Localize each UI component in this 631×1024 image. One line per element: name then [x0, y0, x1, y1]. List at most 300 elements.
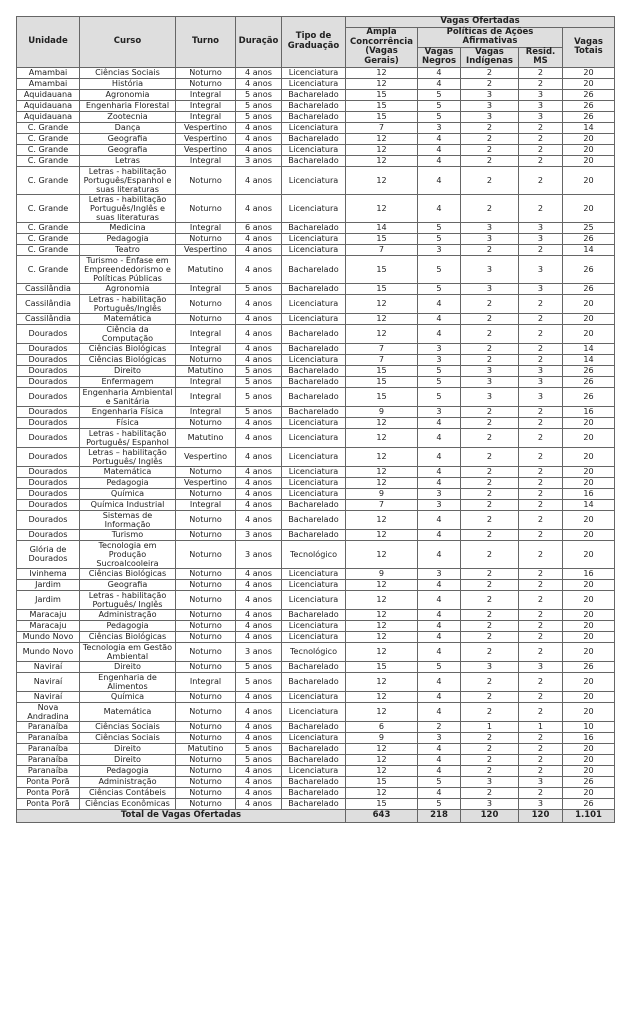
cell-vagas-totais: 20 — [563, 609, 615, 620]
cell-ampla: 15 — [346, 100, 418, 111]
cell-resid-ms: 2 — [519, 428, 563, 447]
cell-indigenas: 3 — [461, 798, 519, 809]
cell-curso: Química Industrial — [80, 499, 176, 510]
cell-vagas-totais: 20 — [563, 631, 615, 642]
cell-curso: Geografia — [80, 579, 176, 590]
cell-ampla: 15 — [346, 376, 418, 387]
cell-curso: Direito — [80, 743, 176, 754]
cell-turno: Noturno — [176, 166, 236, 194]
cell-resid-ms: 2 — [519, 754, 563, 765]
cell-negros: 4 — [418, 765, 461, 776]
cell-vagas-totais: 26 — [563, 255, 615, 283]
cell-tipo-graduacao: Licenciatura — [282, 313, 346, 324]
cell-indigenas: 2 — [461, 194, 519, 222]
cell-indigenas: 2 — [461, 244, 519, 255]
cell-indigenas: 2 — [461, 754, 519, 765]
cell-negros: 4 — [418, 428, 461, 447]
cell-duracao: 3 anos — [236, 155, 282, 166]
table-row — [17, 787, 615, 798]
cell-tipo-graduacao: Bacharelado — [282, 609, 346, 620]
cell-indigenas: 2 — [461, 510, 519, 529]
table-row — [17, 447, 615, 466]
cell-turno: Noturno — [176, 354, 236, 365]
cell-curso: Ciência da Computação — [80, 324, 176, 343]
cell-indigenas: 2 — [461, 743, 519, 754]
cell-tipo-graduacao: Licenciatura — [282, 620, 346, 631]
cell-unidade: Dourados — [17, 365, 80, 376]
cell-negros: 4 — [418, 579, 461, 590]
header-duracao: Duração — [236, 17, 282, 68]
cell-unidade: Amambai — [17, 67, 80, 78]
cell-negros: 3 — [418, 354, 461, 365]
cell-curso: Direito — [80, 365, 176, 376]
cell-negros: 5 — [418, 798, 461, 809]
cell-unidade: Dourados — [17, 406, 80, 417]
cell-resid-ms: 2 — [519, 477, 563, 488]
cell-unidade: Paranaíba — [17, 765, 80, 776]
cell-indigenas: 2 — [461, 343, 519, 354]
cell-resid-ms: 2 — [519, 78, 563, 89]
cell-unidade: Dourados — [17, 376, 80, 387]
cell-negros: 4 — [418, 447, 461, 466]
cell-indigenas: 3 — [461, 376, 519, 387]
cell-curso: Turismo — [80, 529, 176, 540]
cell-ampla: 12 — [346, 540, 418, 568]
cell-duracao: 5 anos — [236, 100, 282, 111]
table-row — [17, 194, 615, 222]
cell-resid-ms: 3 — [519, 661, 563, 672]
cell-tipo-graduacao: Bacharelado — [282, 661, 346, 672]
cell-turno: Vespertino — [176, 133, 236, 144]
cell-vagas-totais: 20 — [563, 691, 615, 702]
cell-curso: Engenharia Ambiental e Sanitária — [80, 387, 176, 406]
cell-indigenas: 3 — [461, 111, 519, 122]
table-row — [17, 631, 615, 642]
cell-unidade: Dourados — [17, 387, 80, 406]
cell-tipo-graduacao: Tecnológico — [282, 642, 346, 661]
cell-indigenas: 3 — [461, 233, 519, 244]
cell-unidade: Dourados — [17, 477, 80, 488]
cell-indigenas: 2 — [461, 466, 519, 477]
cell-duracao: 5 anos — [236, 283, 282, 294]
cell-negros: 4 — [418, 754, 461, 765]
cell-vagas-totais: 20 — [563, 155, 615, 166]
cell-negros: 4 — [418, 702, 461, 721]
cell-resid-ms: 2 — [519, 466, 563, 477]
cell-unidade: Amambai — [17, 78, 80, 89]
cell-negros: 4 — [418, 67, 461, 78]
cell-duracao: 4 anos — [236, 620, 282, 631]
cell-ampla: 12 — [346, 620, 418, 631]
cell-tipo-graduacao: Bacharelado — [282, 222, 346, 233]
cell-curso: Agronomia — [80, 283, 176, 294]
table-row — [17, 233, 615, 244]
table-row — [17, 133, 615, 144]
cell-curso: Letras — [80, 155, 176, 166]
cell-duracao: 4 anos — [236, 255, 282, 283]
cell-ampla: 12 — [346, 144, 418, 155]
cell-duracao: 4 anos — [236, 144, 282, 155]
cell-unidade: Dourados — [17, 510, 80, 529]
cell-duracao: 5 anos — [236, 376, 282, 387]
cell-turno: Integral — [176, 672, 236, 691]
cell-negros: 5 — [418, 661, 461, 672]
cell-negros: 3 — [418, 499, 461, 510]
cell-resid-ms: 2 — [519, 313, 563, 324]
cell-curso: Pedagogia — [80, 477, 176, 488]
table-row — [17, 590, 615, 609]
cell-ampla: 12 — [346, 579, 418, 590]
cell-ampla: 12 — [346, 194, 418, 222]
cell-unidade: Paranaíba — [17, 721, 80, 732]
cell-resid-ms: 2 — [519, 406, 563, 417]
cell-duracao: 4 anos — [236, 691, 282, 702]
cell-unidade: Maracaju — [17, 620, 80, 631]
cell-ampla: 15 — [346, 111, 418, 122]
table-row — [17, 529, 615, 540]
cell-turno: Noturno — [176, 754, 236, 765]
cell-vagas-totais: 20 — [563, 754, 615, 765]
cell-tipo-graduacao: Bacharelado — [282, 529, 346, 540]
cell-negros: 3 — [418, 244, 461, 255]
cell-unidade: Paranaíba — [17, 743, 80, 754]
cell-unidade: C. Grande — [17, 233, 80, 244]
cell-vagas-totais: 20 — [563, 67, 615, 78]
document-page — [16, 16, 614, 823]
cell-ampla: 12 — [346, 590, 418, 609]
cell-ampla: 12 — [346, 67, 418, 78]
table-row — [17, 466, 615, 477]
cell-negros: 4 — [418, 620, 461, 631]
cell-indigenas: 2 — [461, 67, 519, 78]
cell-indigenas: 2 — [461, 477, 519, 488]
cell-unidade: C. Grande — [17, 194, 80, 222]
cell-duracao: 4 anos — [236, 166, 282, 194]
cell-vagas-totais: 20 — [563, 787, 615, 798]
cell-ampla: 9 — [346, 488, 418, 499]
header-unidade: Unidade — [17, 17, 80, 68]
cell-vagas-totais: 25 — [563, 222, 615, 233]
cell-indigenas: 2 — [461, 324, 519, 343]
cell-ampla: 12 — [346, 765, 418, 776]
cell-vagas-totais: 20 — [563, 144, 615, 155]
cell-negros: 4 — [418, 294, 461, 313]
cell-tipo-graduacao: Bacharelado — [282, 754, 346, 765]
cell-indigenas: 2 — [461, 447, 519, 466]
cell-tipo-graduacao: Licenciatura — [282, 568, 346, 579]
cell-ampla: 12 — [346, 133, 418, 144]
cell-duracao: 4 anos — [236, 294, 282, 313]
cell-ampla: 12 — [346, 294, 418, 313]
cell-ampla: 12 — [346, 702, 418, 721]
cell-negros: 5 — [418, 387, 461, 406]
cell-tipo-graduacao: Bacharelado — [282, 798, 346, 809]
cell-duracao: 4 anos — [236, 477, 282, 488]
cell-ampla: 15 — [346, 233, 418, 244]
cell-resid-ms: 3 — [519, 365, 563, 376]
cell-vagas-totais: 26 — [563, 89, 615, 100]
cell-curso: Ciências Sociais — [80, 732, 176, 743]
table-row — [17, 721, 615, 732]
cell-unidade: Cassilândia — [17, 294, 80, 313]
cell-indigenas: 3 — [461, 255, 519, 283]
cell-ampla: 12 — [346, 155, 418, 166]
cell-negros: 4 — [418, 609, 461, 620]
cell-indigenas: 2 — [461, 787, 519, 798]
cell-ampla: 14 — [346, 222, 418, 233]
cell-turno: Vespertino — [176, 144, 236, 155]
total-vagas: 1.101 — [563, 809, 615, 822]
cell-indigenas: 2 — [461, 568, 519, 579]
cell-resid-ms: 2 — [519, 620, 563, 631]
cell-tipo-graduacao: Licenciatura — [282, 466, 346, 477]
cell-resid-ms: 2 — [519, 122, 563, 133]
cell-indigenas: 2 — [461, 579, 519, 590]
cell-turno: Noturno — [176, 233, 236, 244]
cell-turno: Vespertino — [176, 244, 236, 255]
cell-curso: Matemática — [80, 313, 176, 324]
cell-resid-ms: 3 — [519, 387, 563, 406]
cell-duracao: 5 anos — [236, 406, 282, 417]
cell-ampla: 15 — [346, 387, 418, 406]
table-row — [17, 754, 615, 765]
total-row — [17, 809, 615, 822]
cell-curso: Turismo - Ênfase em Empreendedorismo e Políticas Públicas — [80, 255, 176, 283]
cell-vagas-totais: 20 — [563, 166, 615, 194]
cell-vagas-totais: 14 — [563, 499, 615, 510]
cell-unidade: C. Grande — [17, 144, 80, 155]
cell-turno: Integral — [176, 100, 236, 111]
cell-tipo-graduacao: Bacharelado — [282, 387, 346, 406]
cell-negros: 5 — [418, 100, 461, 111]
cell-indigenas: 2 — [461, 166, 519, 194]
cell-indigenas: 2 — [461, 590, 519, 609]
cell-ampla: 15 — [346, 283, 418, 294]
cell-resid-ms: 2 — [519, 324, 563, 343]
cell-duracao: 4 anos — [236, 466, 282, 477]
total-indigenas: 120 — [461, 809, 519, 822]
cell-turno: Integral — [176, 324, 236, 343]
cell-indigenas: 2 — [461, 417, 519, 428]
cell-curso: Geografia — [80, 144, 176, 155]
cell-duracao: 5 anos — [236, 89, 282, 100]
cell-turno: Noturno — [176, 609, 236, 620]
cell-unidade: Naviraí — [17, 691, 80, 702]
cell-turno: Noturno — [176, 488, 236, 499]
cell-turno: Noturno — [176, 765, 236, 776]
cell-tipo-graduacao: Bacharelado — [282, 406, 346, 417]
table-row — [17, 324, 615, 343]
cell-resid-ms: 3 — [519, 255, 563, 283]
cell-vagas-totais: 20 — [563, 579, 615, 590]
cell-negros: 3 — [418, 568, 461, 579]
cell-negros: 5 — [418, 376, 461, 387]
cell-resid-ms: 2 — [519, 609, 563, 620]
cell-tipo-graduacao: Bacharelado — [282, 343, 346, 354]
cell-turno: Noturno — [176, 579, 236, 590]
cell-resid-ms: 2 — [519, 642, 563, 661]
cell-tipo-graduacao: Bacharelado — [282, 155, 346, 166]
table-row — [17, 765, 615, 776]
cell-curso: Ciências Biológicas — [80, 568, 176, 579]
cell-resid-ms: 1 — [519, 721, 563, 732]
cell-ampla: 9 — [346, 568, 418, 579]
cell-duracao: 4 anos — [236, 787, 282, 798]
cell-unidade: C. Grande — [17, 122, 80, 133]
cell-resid-ms: 3 — [519, 283, 563, 294]
cell-vagas-totais: 20 — [563, 133, 615, 144]
cell-indigenas: 2 — [461, 702, 519, 721]
cell-tipo-graduacao: Bacharelado — [282, 133, 346, 144]
cell-resid-ms: 2 — [519, 743, 563, 754]
cell-curso: Ciências Econômicas — [80, 798, 176, 809]
cell-duracao: 5 anos — [236, 387, 282, 406]
cell-vagas-totais: 20 — [563, 702, 615, 721]
cell-resid-ms: 2 — [519, 787, 563, 798]
cell-turno: Integral — [176, 111, 236, 122]
cell-unidade: C. Grande — [17, 133, 80, 144]
cell-duracao: 4 anos — [236, 447, 282, 466]
cell-unidade: Paranaíba — [17, 754, 80, 765]
cell-negros: 5 — [418, 222, 461, 233]
cell-tipo-graduacao: Bacharelado — [282, 324, 346, 343]
cell-ampla: 12 — [346, 609, 418, 620]
cell-tipo-graduacao: Licenciatura — [282, 590, 346, 609]
cell-indigenas: 3 — [461, 776, 519, 787]
header-resid-ms: Resid. MS — [519, 47, 563, 67]
cell-indigenas: 1 — [461, 721, 519, 732]
cell-indigenas: 2 — [461, 488, 519, 499]
cell-ampla: 12 — [346, 787, 418, 798]
cell-duracao: 5 anos — [236, 743, 282, 754]
cell-turno: Integral — [176, 222, 236, 233]
cell-curso: Direito — [80, 754, 176, 765]
cell-negros: 2 — [418, 721, 461, 732]
cell-turno: Noturno — [176, 798, 236, 809]
cell-unidade: C. Grande — [17, 166, 80, 194]
cell-tipo-graduacao: Licenciatura — [282, 354, 346, 365]
cell-vagas-totais: 16 — [563, 568, 615, 579]
cell-tipo-graduacao: Licenciatura — [282, 477, 346, 488]
cell-tipo-graduacao: Bacharelado — [282, 499, 346, 510]
cell-vagas-totais: 20 — [563, 428, 615, 447]
cell-tipo-graduacao: Licenciatura — [282, 765, 346, 776]
cell-indigenas: 2 — [461, 406, 519, 417]
cell-ampla: 12 — [346, 642, 418, 661]
cell-vagas-totais: 26 — [563, 661, 615, 672]
cell-unidade: Mundo Novo — [17, 631, 80, 642]
cell-indigenas: 2 — [461, 313, 519, 324]
table-row — [17, 343, 615, 354]
cell-negros: 3 — [418, 488, 461, 499]
cell-curso: Ciências Biológicas — [80, 354, 176, 365]
cell-turno: Noturno — [176, 313, 236, 324]
cell-vagas-totais: 26 — [563, 283, 615, 294]
cell-ampla: 15 — [346, 661, 418, 672]
cell-tipo-graduacao: Bacharelado — [282, 787, 346, 798]
header-politicas-acoes-afirmativas: Políticas de Ações Afirmativas — [418, 27, 563, 47]
cell-curso: Pedagogia — [80, 620, 176, 631]
cell-duracao: 4 anos — [236, 721, 282, 732]
cell-resid-ms: 2 — [519, 499, 563, 510]
cell-vagas-totais: 20 — [563, 194, 615, 222]
cell-curso: Enfermagem — [80, 376, 176, 387]
cell-turno: Noturno — [176, 78, 236, 89]
cell-vagas-totais: 26 — [563, 376, 615, 387]
cell-vagas-totais: 20 — [563, 672, 615, 691]
cell-ampla: 7 — [346, 343, 418, 354]
cell-negros: 4 — [418, 313, 461, 324]
cell-tipo-graduacao: Bacharelado — [282, 743, 346, 754]
cell-indigenas: 2 — [461, 428, 519, 447]
cell-indigenas: 2 — [461, 732, 519, 743]
header-vagas-negros: Vagas Negros — [418, 47, 461, 67]
cell-unidade: Jardim — [17, 579, 80, 590]
cell-negros: 4 — [418, 155, 461, 166]
cell-vagas-totais: 10 — [563, 721, 615, 732]
cell-turno: Matutino — [176, 255, 236, 283]
table-row — [17, 609, 615, 620]
cell-indigenas: 2 — [461, 144, 519, 155]
table-row — [17, 579, 615, 590]
cell-ampla: 15 — [346, 89, 418, 100]
table-row — [17, 406, 615, 417]
cell-tipo-graduacao: Licenciatura — [282, 122, 346, 133]
cell-duracao: 4 anos — [236, 590, 282, 609]
table-row — [17, 144, 615, 155]
table-row — [17, 776, 615, 787]
cell-tipo-graduacao: Bacharelado — [282, 365, 346, 376]
cell-negros: 4 — [418, 743, 461, 754]
cell-negros: 4 — [418, 529, 461, 540]
cell-vagas-totais: 14 — [563, 354, 615, 365]
cell-tipo-graduacao: Licenciatura — [282, 417, 346, 428]
cell-duracao: 4 anos — [236, 133, 282, 144]
cell-curso: Tecnologia em Gestão Ambiental — [80, 642, 176, 661]
cell-negros: 4 — [418, 642, 461, 661]
table-row — [17, 672, 615, 691]
cell-curso: Matemática — [80, 466, 176, 477]
cell-vagas-totais: 20 — [563, 324, 615, 343]
cell-duracao: 4 anos — [236, 488, 282, 499]
cell-ampla: 12 — [346, 447, 418, 466]
cell-negros: 3 — [418, 122, 461, 133]
cell-curso: Ciências Contábeis — [80, 787, 176, 798]
cell-tipo-graduacao: Licenciatura — [282, 428, 346, 447]
cell-tipo-graduacao: Licenciatura — [282, 294, 346, 313]
cell-unidade: Dourados — [17, 354, 80, 365]
table-row — [17, 428, 615, 447]
cell-tipo-graduacao: Bacharelado — [282, 776, 346, 787]
cell-turno: Noturno — [176, 721, 236, 732]
cell-curso: Letras - habilitação Português/Espanhol e suas literaturas — [80, 166, 176, 194]
cell-duracao: 4 anos — [236, 78, 282, 89]
cell-unidade: Paranaíba — [17, 732, 80, 743]
cell-tipo-graduacao: Licenciatura — [282, 732, 346, 743]
table-row — [17, 488, 615, 499]
cell-ampla: 9 — [346, 406, 418, 417]
cell-resid-ms: 2 — [519, 672, 563, 691]
cell-curso: Matemática — [80, 702, 176, 721]
cell-curso: Letras – habilitação Português/ Inglês — [80, 447, 176, 466]
cell-vagas-totais: 26 — [563, 100, 615, 111]
cell-curso: Medicina — [80, 222, 176, 233]
cell-resid-ms: 2 — [519, 510, 563, 529]
cell-resid-ms: 2 — [519, 417, 563, 428]
table-row — [17, 376, 615, 387]
cell-tipo-graduacao: Licenciatura — [282, 144, 346, 155]
cell-tipo-graduacao: Licenciatura — [282, 488, 346, 499]
